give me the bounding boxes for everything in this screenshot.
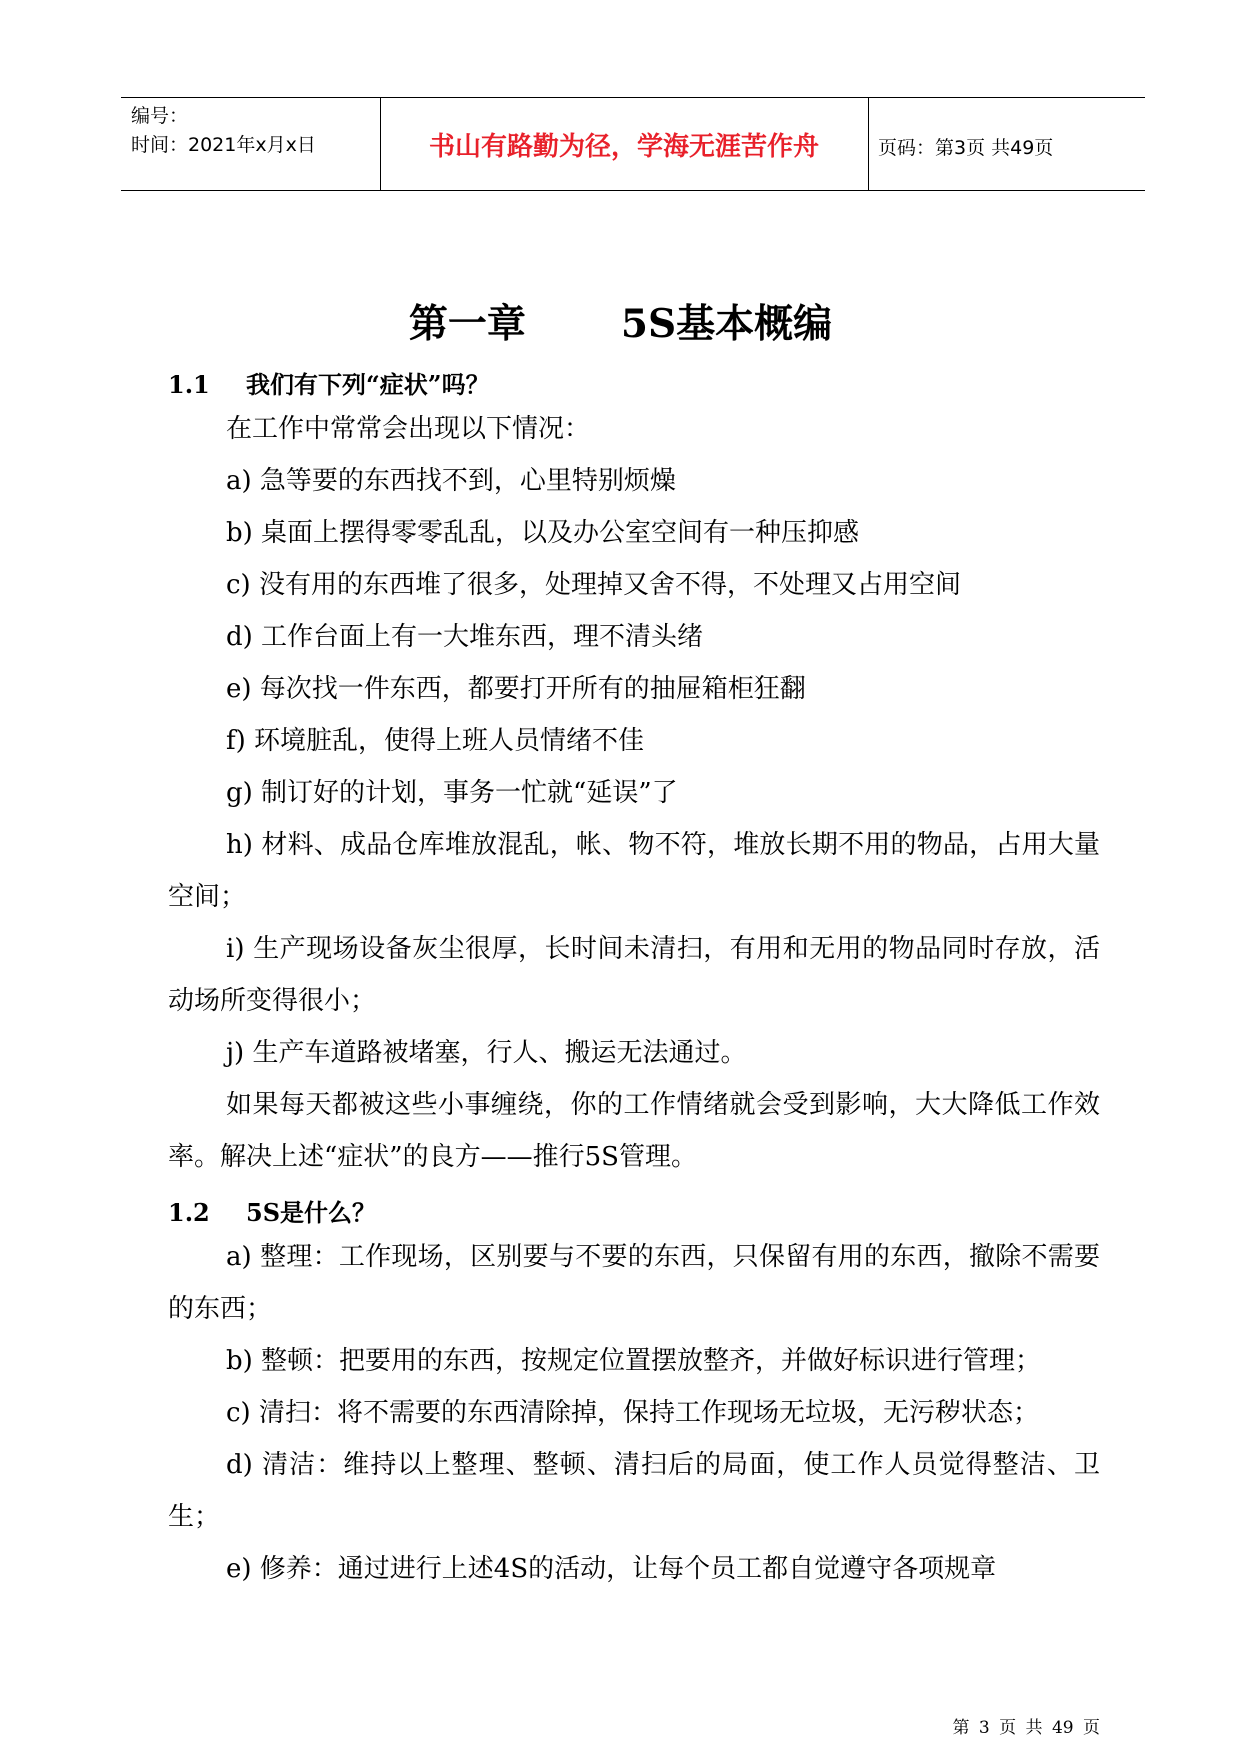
paragraph: 如果每天都被这些小事缠绕，你的工作情绪就会受到影响，大大降低工作效率。解决上述“症状”的良方——推行5S管理。: [168, 1090, 1100, 1172]
list-item: c) 清扫：将不需要的东西清除掉，保持工作现场无垃圾，无污秽状态；: [226, 1398, 1039, 1428]
list-item: d) 清洁：维持以上整理、整顿、清扫后的局面，使工作人员觉得整洁、卫生；: [168, 1450, 1100, 1532]
list-item: e) 每次找一件东西，都要打开所有的抽屉箱柜狂翻: [226, 674, 806, 704]
header-motto: 书山有路勤为径，学海无涯苦作舟: [428, 132, 819, 162]
section-title: 我们有下列“症状”吗？: [246, 370, 490, 399]
list-item: a) 整理：工作现场，区别要与不要的东西，只保留有用的东西，撤除不需要的东西；: [168, 1242, 1100, 1324]
section-number: 1.2: [168, 1198, 210, 1227]
page-footer: 第 3 页 共 49 页: [952, 1718, 1100, 1738]
list-item: f) 环境脏乱，使得上班人员情绪不佳: [226, 726, 645, 756]
list-item: d) 工作台面上有一大堆东西，理不清头绪: [226, 622, 704, 652]
section-heading: [168, 365, 490, 400]
header-page-info: 页码：第3页 共49页: [878, 137, 1054, 159]
list-item: g) 制订好的计划，事务一忙就“延误”了: [226, 778, 678, 808]
list-item: h) 材料、成品仓库堆放混乱，帐、物不符，堆放长期不用的物品，占用大量空间；: [168, 830, 1100, 912]
header-divider: [868, 98, 869, 190]
date-label: 时间：2021年x月x日: [131, 134, 316, 156]
list-item: c) 没有用的东西堆了很多，处理掉又舍不得，不处理又占用空间: [226, 570, 961, 600]
list-item: i) 生产现场设备灰尘很厚，长时间未清扫，有用和无用的物品同时存放，活动场所变得很小；: [168, 934, 1100, 1016]
section-heading: [168, 1193, 376, 1228]
chapter-title: 第一章 5S基本概编: [408, 301, 833, 347]
section-title: 5S是什么？: [246, 1198, 377, 1227]
list-item: e) 修养：通过进行上述4S的活动，让每个员工都自觉遵守各项规章: [226, 1554, 997, 1584]
code-label: 编号：: [131, 105, 189, 127]
header-table: [121, 97, 1145, 191]
list-item: b) 整顿：把要用的东西，按规定位置摆放整齐，并做好标识进行管理；: [226, 1346, 1042, 1376]
list-item: a) 急等要的东西找不到，心里特别烦燥: [226, 466, 676, 496]
list-item: j) 生产车道路被堵塞，行人、搬运无法通过。: [226, 1038, 747, 1068]
list-item: b) 桌面上摆得零零乱乱，以及办公室空间有一种压抑感: [226, 518, 860, 548]
paragraph: 在工作中常常会出现以下情况：: [226, 414, 591, 444]
section-number: 1.1: [168, 370, 210, 399]
